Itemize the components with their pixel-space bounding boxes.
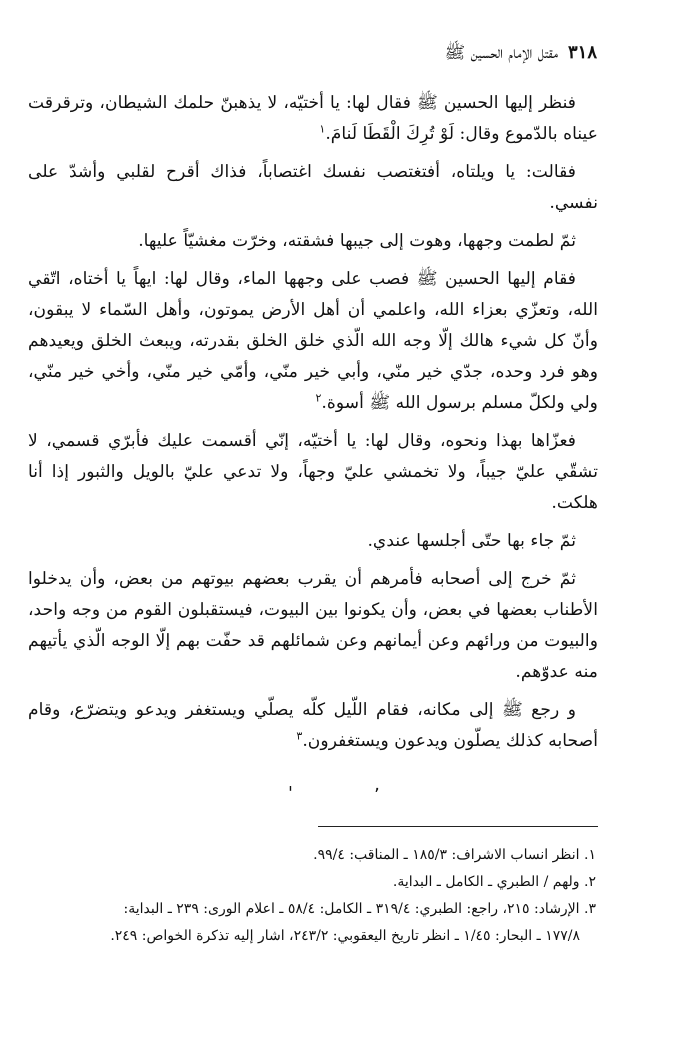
footnote: ٢. ولهم / الطبري ـ الكامل ـ البداية. (392, 874, 596, 890)
paragraph-text: فعزّاها بهذا ونحوه، وقال لها: يا أختيّه، إنّي أقسمت عليك فأبرّي قسمي، لا تشقّي عليّ جيباً، ولا تخمشي عليّ وجهاً، ولا تدعي عليّ بالويل والثبور إذا أنا هلكت. (28, 431, 598, 513)
paragraph (28, 226, 598, 257)
footnotes (24, 842, 596, 950)
stray-marks (280, 783, 390, 813)
paragraph-text: و رجع ﷺ إلى مكانه، فقام اللّيل كلّه يصلّي ويستغفر ويدعو ويتضرّع، وقام أصحابه كذلك يصلّون ويدعون ويستغفرون. (28, 700, 598, 751)
footnote-marker: ١ (319, 122, 326, 136)
paragraph (28, 264, 598, 419)
footnote-divider (318, 826, 598, 827)
paragraph (28, 564, 598, 688)
body-text (28, 88, 598, 764)
paragraph (28, 526, 598, 557)
footnote: ٣. الإرشاد: ٢١٥، راجع: الطبري: ٣١٩/٤ ـ الكامل: ٥٨/٤ ـ اعلام الورى: ٢٣٩ ـ البداية: (123, 901, 596, 917)
paragraph-text: ثمّ لطمت وجهها، وهوت إلى جيبها فشقته، وخرّت مغشيّاً عليها. (138, 231, 576, 251)
paragraph-text: فقام إليها الحسين ﷺ فصب على وجهها الماء، وقال لها: ايهاً يا أختاه، اتّقي الله، وتعزّي بعزاء الله، واعلمي أن أهل الأرض يموتون، وأهل السّماء لا يبقون، وأنّ كل شيء هالك إلّا وجه الله الّذي خلق الخلق بقدرته، ويبعث الخلق ويعيدهم وهو فرد وحده، جدّي خير منّي، وأبي خير منّي، وأمّي خير منّي، وأخي خير منّي، ولي ولكلّ مسلم برسول الله ﷺ أسوة. (28, 269, 598, 413)
paragraph (28, 695, 598, 757)
footnote: ١. انظر انساب الاشراف: ١٨٥/٣ ـ المناقب: ٩٩/٤. (313, 847, 596, 863)
paragraph (28, 157, 598, 219)
paragraph-text: فنظر إليها الحسين ﷺ فقال لها: يا أختيّه، لا يذهبنّ حلمك الشيطان، وترقرقت عيناه بالدّموع وقال: لَوْ تُرِكَ الْقَطَا لَنامَ. (28, 93, 598, 144)
paragraph-text: فقالت: يا ويلتاه، أفتغتصب نفسك اغتصاباً، فذاك أقرح لقلبي وأشدّ على نفسي. (28, 162, 598, 213)
paragraph (28, 88, 598, 150)
stray-mark: ' (288, 783, 293, 804)
paragraph-text: ثمّ جاء بها حتّى أجلسها عندي. (367, 531, 576, 551)
page-number: ٣١٨ (567, 42, 597, 63)
stray-mark: ٬ (374, 785, 380, 806)
footnote-marker: ٣ (296, 729, 303, 743)
running-title: مقتل الإمام الحسين ﷺ (444, 43, 558, 63)
page-header (445, 42, 597, 67)
paragraph-text: ثمّ خرج إلى أصحابه فأمرهم أن يقرب بعضهم بيوتهم من بعض، وأن يدخلوا الأطناب بعضها في بعض، وأن يكونوا بين البيوت، فيستقبلون القوم من وجه واحد، والبيوت من ورائهم وعن أيمانهم وعن شمائلهم قد حفّت بهم إلّا الوجه الّذي يأتيهم منه عدوّهم. (28, 569, 598, 682)
footnote-marker: ٢ (315, 391, 322, 405)
paragraph (28, 426, 598, 519)
footnote-continuation: ١٧٧/٨ ـ البحار: ١/٤٥ ـ انظر تاريخ اليعقوبي: ٢٤٣/٢، اشار إليه تذكرة الخواص: ٢٤٩. (110, 928, 580, 944)
